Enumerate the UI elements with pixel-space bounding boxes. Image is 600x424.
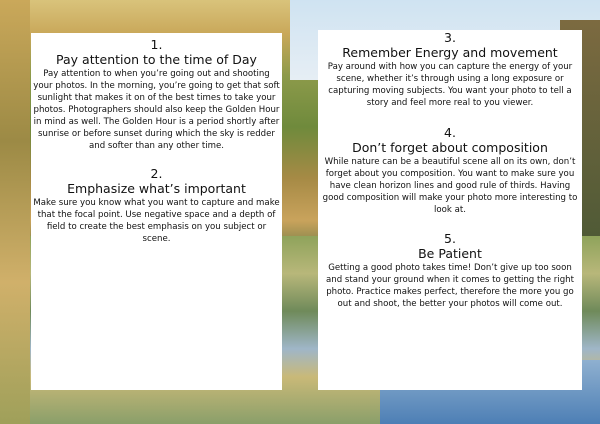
tip-title: Don’t forget about composition <box>352 140 548 155</box>
tip-body: Pay around with how you can capture the energy of your scene, whether it’s through using a long exposure or capturing moving subjects. You want your photo to tell a story and feel more real to you viewer. <box>327 62 573 108</box>
tip-1 <box>33 37 280 152</box>
tip-title: Remember Energy and movement <box>342 45 558 60</box>
tip-body: While nature can be a beautiful scene all on its own, don’t forget about you composition. You want to make sure you have clean horizon lines and good rule of thirds. Having good composition will make your photo more interesting to look at. <box>322 157 578 215</box>
left-tips-card <box>31 33 282 390</box>
tip-body: Getting a good photo takes time! Don’t give up too soon and stand your ground when it comes to getting the right photo. Practice makes perfect, therefore the more you go out and shoot, the better your photos will come out. <box>325 263 574 309</box>
tip-3 <box>320 30 580 109</box>
tip-4 <box>320 125 580 216</box>
right-tips-card <box>318 30 582 390</box>
tip-body: Make sure you know what you want to capture and make that the focal point. Use negative space and a depth of field to create the best emphasis on you subject or scene. <box>33 198 280 244</box>
tip-title: Be Patient <box>418 246 482 261</box>
tip-number: 3. <box>444 30 456 45</box>
tip-title: Emphasize what’s important <box>67 181 246 196</box>
tip-number: 1. <box>150 37 163 52</box>
tip-body: Pay attention to when you’re going out and shooting your photos. In the morning, you’re going to get that soft sunlight that makes it on of the best times to take your photos. Photographers should also keep the Golden Hour in mind as well. The Golden Hour is a period shortly after sunrise or before sunset during which the sky is redder and softer than any other time. <box>33 69 280 151</box>
tree-band-area <box>0 0 30 424</box>
tip-2 <box>33 166 280 245</box>
tip-5 <box>320 231 580 310</box>
tip-title: Pay attention to the time of Day <box>56 52 257 67</box>
tip-number: 5. <box>444 231 456 246</box>
tip-number: 2. <box>150 166 163 181</box>
tip-number: 4. <box>444 125 456 140</box>
